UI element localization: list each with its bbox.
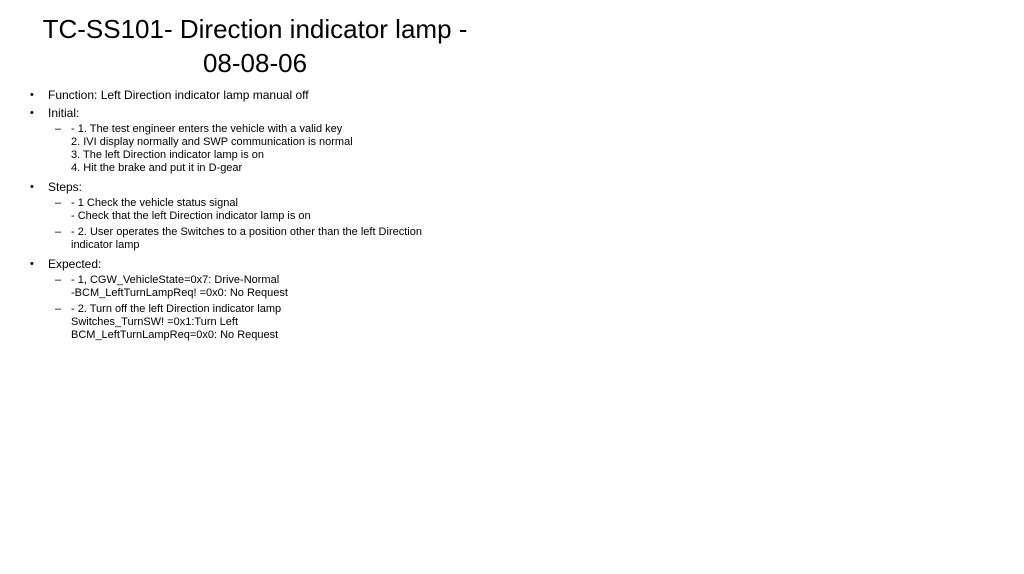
bullet-icon: • [30, 89, 34, 101]
slide-title-line: 08-08-06 [202, 48, 308, 78]
sub-list-steps [28, 197, 498, 252]
bullet-text: Function: Left Direction indicator lamp manual off [48, 88, 309, 102]
sub-item [28, 303, 498, 342]
slide-title [30, 12, 480, 80]
dash-icon: – [55, 303, 62, 315]
sub-item [28, 226, 498, 252]
sub-item [28, 197, 498, 223]
sub-item-line: BCM_LeftTurnLampReq=0x0: No Request [71, 329, 279, 341]
slide-body [28, 87, 498, 346]
sub-item-line: Switches_TurnSW! =0x1:Turn Left [71, 316, 239, 328]
sub-item-line: - 2. User operates the Switches to a position other than the left Direction [71, 226, 422, 238]
sub-list-expected [28, 274, 498, 342]
bullet-text: Initial: [48, 106, 80, 120]
bullet-item-function [28, 87, 498, 104]
bullet-icon: • [30, 258, 34, 270]
bullet-text: Expected: [48, 257, 102, 271]
bullet-text: Steps: [48, 180, 83, 194]
bullet-icon: • [30, 181, 34, 193]
bullet-icon: • [30, 107, 34, 119]
dash-icon: – [55, 197, 62, 209]
bullet-item-expected [28, 256, 498, 273]
dash-icon: – [55, 123, 62, 135]
sub-item-line: 3. The left Direction indicator lamp is on [71, 149, 264, 161]
sub-item-line: 2. IVI display normally and SWP communication is normal [71, 136, 353, 148]
sub-item [28, 123, 498, 175]
dash-icon: – [55, 226, 62, 238]
sub-item-line: - Check that the left Direction indicator lamp is on [71, 210, 311, 222]
bullet-item-steps [28, 179, 498, 196]
sub-item-line: 4. Hit the brake and put it in D-gear [71, 162, 243, 174]
dash-icon: – [55, 274, 62, 286]
sub-item-line: - 1, CGW_VehicleState=0x7: Drive-Normal [71, 274, 280, 286]
slide-title-line: TC-SS101- Direction indicator lamp - [42, 14, 468, 44]
sub-list-initial [28, 123, 498, 175]
sub-item-line: - 1. The test engineer enters the vehicle with a valid key [71, 123, 343, 135]
sub-item [28, 274, 498, 300]
sub-item-line: indicator lamp [71, 239, 140, 251]
sub-item-line: -BCM_LeftTurnLampReq! =0x0: No Request [71, 287, 288, 299]
bullet-item-initial [28, 105, 498, 122]
sub-item-line: - 2. Turn off the left Direction indicator lamp [71, 303, 282, 315]
sub-item-line: - 1 Check the vehicle status signal [71, 197, 238, 209]
